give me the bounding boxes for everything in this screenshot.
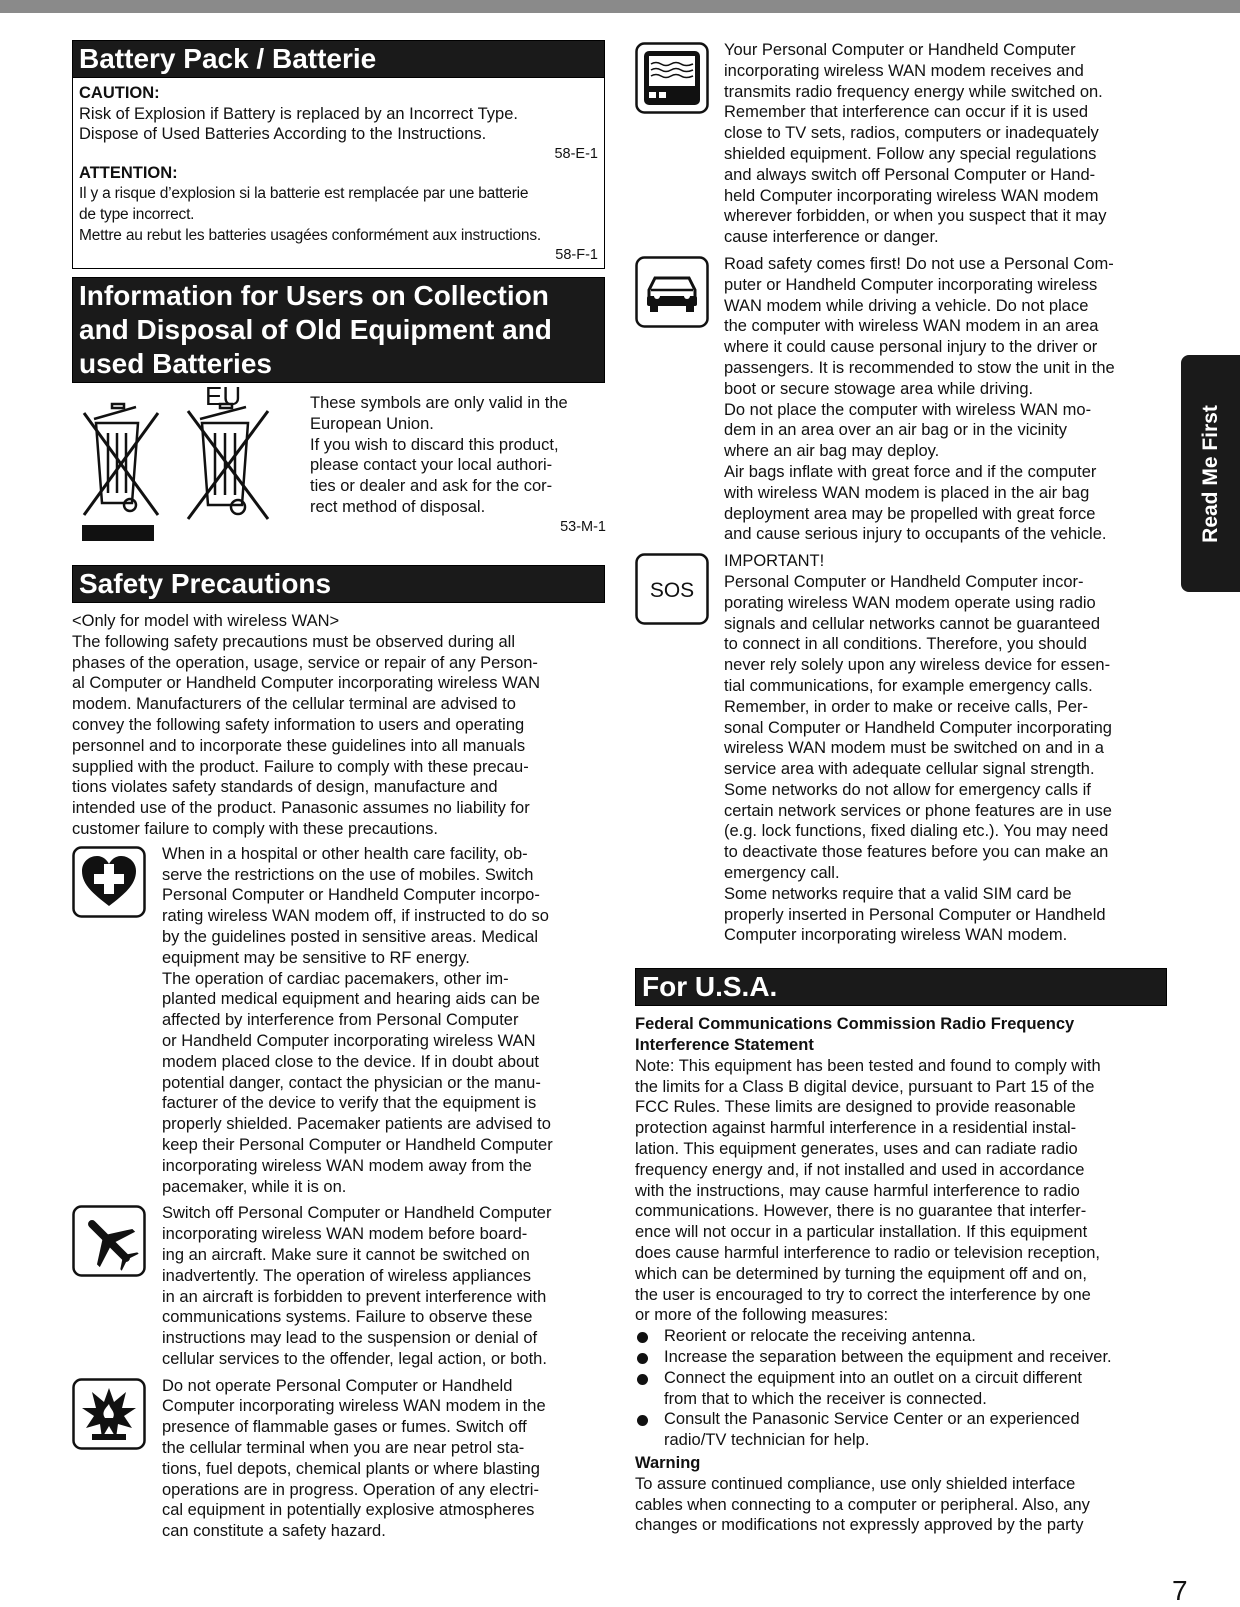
intro-line: modem. Manufacturers of the cellular terminal are advised to: [72, 695, 516, 714]
hospital-line: potential danger, contact the physician or the manu-: [162, 1073, 541, 1092]
usa-header: For U.S.A.: [635, 968, 1167, 1006]
crossed-bin-icons: [72, 385, 302, 545]
disposal-header: [72, 277, 605, 383]
driving-line: dem in an area over an air bag or in the vicinity: [724, 421, 1068, 440]
hospital-line: properly shielded. Pacemaker patients are advised to: [162, 1115, 551, 1134]
measure-line: Reorient or relocate the receiving antenna.: [664, 1327, 976, 1346]
aircraft-line: cellular services to the offender, legal action, or both.: [162, 1349, 547, 1368]
hospital-line: planted medical equipment and hearing aids can be: [162, 990, 540, 1009]
measure-line: Increase the separation between the equipment and receiver.: [664, 1348, 1112, 1367]
note-line: FCC Rules. These limits are designed to provide reasonable: [635, 1098, 1076, 1117]
fcc-statement-title: [635, 1014, 1167, 1056]
emergency-line: Computer incorporating wireless WAN modem.: [724, 926, 1068, 945]
bullet-icon: [637, 1332, 648, 1343]
emergency-precaution: [635, 551, 1167, 946]
page-number: 7: [1172, 1575, 1188, 1606]
note-line: lation. This equipment generates, uses and can radiate radio: [635, 1140, 1078, 1159]
driving-line: and cause serious injury to occupants of the vehicle.: [724, 525, 1107, 544]
caution-code: 58-E-1: [554, 145, 598, 162]
disposal-line: European Union.: [310, 414, 434, 433]
driving-line: where it could cause personal injury to the driver or: [724, 338, 1098, 357]
warning-label: Warning: [635, 1454, 701, 1472]
intro-line: tions violates safety standards of design, manufacture and: [72, 778, 498, 797]
hospital-line: modem placed close to the device. If in doubt about: [162, 1052, 539, 1071]
disposal-line: These symbols are only valid in the: [310, 394, 568, 412]
intro-line: customer failure to comply with these precautions.: [72, 819, 438, 838]
hospital-line: keep their Personal Computer or Handheld Computer: [162, 1135, 553, 1154]
flammable-line: tions, fuel depots, chemical plants or where blasting: [162, 1459, 540, 1478]
flammable-line: the cellular terminal when you are near petrol sta-: [162, 1439, 525, 1458]
emergency-line: wireless WAN modem must be switched on and in a: [724, 739, 1104, 758]
hospital-line: or Handheld Computer incorporating wireless WAN: [162, 1031, 536, 1050]
intro-line: intended use of the product. Panasonic assumes no liability for: [72, 799, 530, 818]
emergency-line: sonal Computer or Handheld Computer incorporating: [724, 718, 1112, 737]
driving-line: where an air bag may deploy.: [724, 442, 940, 461]
tv-line: Remember that interference can occur if it is used: [724, 103, 1089, 122]
caution-line: Risk of Explosion if Battery is replaced by an Incorrect Type.: [79, 104, 518, 123]
measure-line: from that to which the receiver is connected.: [664, 1389, 987, 1408]
intro-line: al Computer or Handheld Computer incorporating wireless WAN: [72, 674, 541, 693]
attention-label: ATTENTION:: [79, 163, 178, 182]
emergency-line: tial communications, for example emergency calls.: [724, 676, 1093, 695]
left-column: [72, 40, 605, 1542]
tv-icon: [635, 42, 709, 114]
intro-line: The following safety precautions must be observed during all: [72, 632, 515, 651]
driving-line: passengers. It is recommended to stow the unit in the: [724, 358, 1115, 377]
eu-label: EU: [205, 385, 242, 411]
crossed-bin-icon: [84, 404, 158, 515]
note-line: Note: This equipment has been tested and found to comply with: [635, 1056, 1101, 1075]
note-line: ence will not occur in a particular installation. If this equipment: [635, 1223, 1088, 1242]
emergency-text: [724, 551, 1167, 946]
flammable-line: cal equipment in potentially explosive atmospheres: [162, 1501, 535, 1520]
hospital-line: by the guidelines posted in sensitive areas. Medical: [162, 927, 539, 946]
flammable-line: presence of flammable gases or fumes. Switch off: [162, 1418, 527, 1437]
tv-line: close to TV sets, radios, computers or inadequately: [724, 124, 1099, 143]
flammable-line: can constitute a safety hazard.: [162, 1522, 386, 1541]
hospital-line: incorporating wireless WAN modem away from the: [162, 1156, 532, 1175]
disposal-line: rect method of disposal.: [310, 497, 486, 516]
flammable-line: Do not operate Personal Computer or Handheld: [162, 1376, 513, 1395]
intro-line: supplied with the product. Failure to comply with these precau-: [72, 757, 529, 776]
emergency-line: Remember, in order to make or receive calls, Per-: [724, 697, 1089, 716]
side-section-tab: [1181, 355, 1240, 592]
bullet-icon: [637, 1374, 648, 1385]
driving-line: boot or secure stowage area while driving.: [724, 379, 1034, 398]
aircraft-text: [162, 1203, 605, 1369]
hospital-line: When in a hospital or other health care facility, ob-: [162, 844, 528, 863]
driving-line: Do not place the computer with wireless WAN mo-: [724, 400, 1092, 419]
note-line: with the instructions, may cause harmful interference to radio: [635, 1181, 1080, 1200]
aircraft-line: in an aircraft is forbidden to prevent interference with: [162, 1287, 547, 1306]
tv-line: and always switch off Personal Computer or Hand-: [724, 165, 1096, 184]
bullet-icon: [637, 1415, 648, 1426]
intro-line: phases of the operation, usage, service or repair of any Person-: [72, 653, 538, 672]
note-line: the user is encouraged to try to correct the interference by one: [635, 1285, 1091, 1304]
warning-line: cables when connecting to a computer or peripheral. Also, any: [635, 1495, 1090, 1514]
note-line: which can be determined by turning the equipment off and on,: [635, 1264, 1087, 1283]
attention-code: 58-F-1: [555, 247, 598, 263]
aircraft-line: ing an aircraft. Make sure it cannot be switched on: [162, 1245, 530, 1264]
aircraft-line: communications systems. Failure to observe these: [162, 1308, 533, 1327]
aircraft-precaution: [72, 1203, 605, 1369]
hospital-line: facturer of the device to verify that the equipment is: [162, 1094, 537, 1113]
driving-line: Road safety comes first! Do not use a Personal Com-: [724, 254, 1114, 273]
emergency-line: service area with adequate cellular signal strength.: [724, 760, 1095, 779]
tv-line: incorporating wireless WAN modem receives and: [724, 61, 1084, 80]
safety-header: Safety Precautions: [72, 565, 605, 603]
aircraft-line: inadvertently. The operation of wireless appliances: [162, 1266, 532, 1285]
fcc-note: [635, 1056, 1167, 1326]
attention-line: Mettre au rebut les batteries usagées conformément aux instructions.: [79, 227, 541, 244]
emergency-line: properly inserted in Personal Computer or Handheld: [724, 905, 1106, 924]
flammable-line: Computer incorporating wireless WAN modem in the: [162, 1397, 546, 1416]
battery-caution-box: [72, 78, 605, 269]
disposal-text: [310, 393, 606, 536]
measure-line: Consult the Panasonic Service Center or an experienced: [664, 1410, 1080, 1429]
emergency-line: (e.g. lock functions, fixed dialing etc.). You may need: [724, 822, 1109, 841]
battery-header: Battery Pack / Batterie: [72, 40, 605, 78]
aircraft-line: instructions may lead to the suspension or denial of: [162, 1329, 538, 1348]
intro-line: convey the following safety information to users and operating: [72, 715, 525, 734]
emergency-line: IMPORTANT!: [724, 552, 825, 571]
note-line: protection against harmful interference in a residential instal-: [635, 1119, 1077, 1138]
tv-line: cause interference or danger.: [724, 228, 939, 247]
emergency-line: Personal Computer or Handheld Computer incor-: [724, 572, 1084, 591]
disposal-line: ties or dealer and ask for the cor-: [310, 477, 553, 496]
car-icon: [635, 256, 709, 328]
fcc-title-line: Federal Communications Commission Radio Frequency: [635, 1015, 1075, 1034]
emergency-line: porating wireless WAN modem operate using radio: [724, 593, 1096, 612]
list-item: [635, 1326, 1167, 1347]
black-bar-mark: [82, 525, 154, 541]
airplane-icon: [72, 1205, 146, 1277]
disposal-title-line: Information for Users on Collection: [79, 280, 549, 311]
tv-line: Your Personal Computer or Handheld Computer: [724, 41, 1076, 59]
disposal-line: please contact your local authori-: [310, 456, 553, 475]
disposal-title-line: used Batteries: [79, 348, 272, 379]
intro-line: personnel and to incorporate these guidelines into all manuals: [72, 736, 526, 755]
flammable-text: [162, 1376, 605, 1542]
tv-line: shielded equipment. Follow any special regulations: [724, 144, 1097, 163]
hospital-line: affected by interference from Personal Computer: [162, 1011, 519, 1030]
disposal-block: [72, 385, 605, 565]
hospital-line: pacemaker, while it is on.: [162, 1177, 347, 1196]
tv-line: transmits radio frequency energy while switched on.: [724, 82, 1103, 101]
measure-line: Connect the equipment into an outlet on a circuit different: [664, 1368, 1082, 1387]
aircraft-line: incorporating wireless WAN modem before board-: [162, 1225, 528, 1244]
hospital-line: The operation of cardiac pacemakers, other im-: [162, 969, 509, 988]
sos-label: SOS: [649, 579, 695, 603]
explosion-icon: [72, 1378, 146, 1450]
hospital-precaution: [72, 844, 605, 1198]
tv-line: wherever forbidden, or when you suspect that it may: [724, 207, 1107, 226]
fcc-measures-list: [635, 1326, 1167, 1451]
safety-intro: [72, 611, 605, 840]
emergency-line: never rely solely upon any wireless device for essen-: [724, 656, 1111, 675]
right-column: [635, 40, 1167, 1536]
warning-line: To assure continued compliance, use only shielded interface: [635, 1474, 1076, 1493]
emergency-line: Some networks do not allow for emergency calls if: [724, 780, 1091, 799]
attention-line: de type incorrect.: [79, 206, 195, 223]
list-item: [635, 1368, 1167, 1410]
flammable-precaution: [72, 1376, 605, 1542]
driving-line: deployment area may be propelled with great force: [724, 504, 1096, 523]
list-item: [635, 1409, 1167, 1451]
note-line: the limits for a Class B digital device, pursuant to Part 15 of the: [635, 1077, 1095, 1096]
list-item: [635, 1347, 1167, 1368]
bullet-icon: [637, 1353, 648, 1364]
hospital-text: [162, 844, 605, 1198]
disposal-title-line: and Disposal of Old Equipment and: [79, 314, 552, 345]
emergency-line: certain network services or phone features are in use: [724, 801, 1112, 820]
warning-line: changes or modifications not expressly approved by the party: [635, 1516, 1084, 1535]
disposal-line: If you wish to discard this product,: [310, 435, 559, 454]
measure-line: radio/TV technician for help.: [664, 1431, 870, 1450]
hospital-line: equipment may be sensitive to RF energy.: [162, 948, 470, 967]
emergency-line: to deactivate those features before you can make an: [724, 843, 1109, 862]
driving-line: the computer with wireless WAN modem in an area: [724, 317, 1099, 336]
note-line: does cause harmful interference to radio or television reception,: [635, 1244, 1101, 1263]
disposal-code: 53-M-1: [560, 518, 606, 535]
emergency-line: signals and cellular networks cannot be guaranteed: [724, 614, 1101, 633]
driving-precaution: [635, 254, 1167, 545]
sos-icon: [635, 553, 709, 625]
warning-text: [635, 1474, 1167, 1536]
hospital-line: rating wireless WAN modem off, if instructed to do so: [162, 907, 549, 926]
aircraft-line: Switch off Personal Computer or Handheld Computer: [162, 1204, 552, 1223]
emergency-line: Some networks require that a valid SIM card be: [724, 884, 1072, 903]
hospital-line: serve the restrictions on the use of mobiles. Switch: [162, 865, 534, 884]
caution-line: Dispose of Used Batteries According to the Instructions.: [79, 125, 487, 143]
note-line: communications. However, there is no guarantee that interfer-: [635, 1202, 1087, 1221]
intro-line: <Only for model with wireless WAN>: [72, 612, 340, 630]
driving-line: Air bags inflate with great force and if the computer: [724, 462, 1097, 481]
caution-label: CAUTION:: [79, 84, 160, 102]
flammable-line: operations are in progress. Operation of any electri-: [162, 1480, 539, 1499]
medical-heart-icon: [72, 846, 146, 918]
driving-line: WAN modem while driving a vehicle. Do not place: [724, 296, 1089, 315]
driving-text: [724, 254, 1167, 545]
tv-text: [724, 40, 1167, 248]
attention-line: Il y a risque d’explosion si la batterie est remplacée par une batterie: [79, 185, 529, 202]
top-bar: [0, 0, 1240, 13]
tv-line: held Computer incorporating wireless WAN modem: [724, 186, 1099, 205]
hospital-line: Personal Computer or Handheld Computer incorpo-: [162, 886, 540, 905]
driving-line: puter or Handheld Computer incorporating wireless: [724, 275, 1098, 294]
emergency-line: to connect in all conditions. Therefore, you should: [724, 635, 1087, 654]
crossed-bin-icon: [188, 404, 268, 519]
side-tab-label: Read Me First: [1198, 404, 1222, 543]
note-line: or more of the following measures:: [635, 1306, 889, 1325]
tv-interference-precaution: [635, 40, 1167, 248]
note-line: frequency energy and, if not installed and used in accordance: [635, 1160, 1085, 1179]
fcc-title-line: Interference Statement: [635, 1036, 814, 1055]
driving-line: with wireless WAN modem is placed in the air bag: [724, 483, 1090, 502]
emergency-line: emergency call.: [724, 864, 840, 883]
